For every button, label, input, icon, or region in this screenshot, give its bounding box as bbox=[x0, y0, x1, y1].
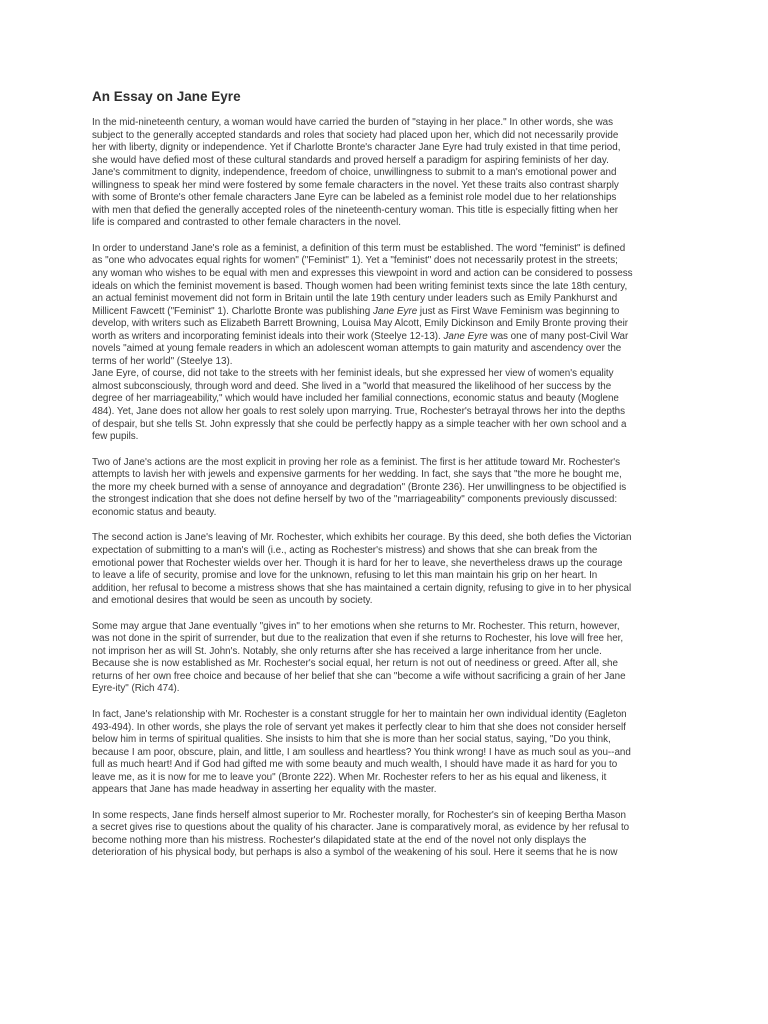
essay-title: An Essay on Jane Eyre bbox=[92, 89, 241, 104]
paragraph-line: addition, her refusal to become a mistress shows that she has maintained a certain dignity, refusing to give in to her physical bbox=[92, 582, 632, 594]
paragraph-line: Millicent Fawcett ("Feminist" 1). Charlotte Bronte was publishing Jane Eyre just as First Wave Feminism was beginning to bbox=[92, 305, 620, 317]
paragraph-line: not imprison her as will St. John's. Notably, she only returns after she has received a large inheritance from her uncle. bbox=[92, 645, 602, 657]
paragraph-line: an actual feminist movement did not form in Britain until the late 19th century under leaders such as Emily Pankhurst and bbox=[92, 293, 618, 305]
paragraph-line: a secret gives rise to questions about the quality of his character. Jane is comparatively moral, as evidence by her refusal to bbox=[92, 822, 630, 834]
paragraph-line: the strongest indication that she does not define herself by two of the "marriageability" components previously discussed: bbox=[92, 494, 618, 506]
essay-paragraph bbox=[92, 457, 676, 520]
paragraph-line: economic status and beauty. bbox=[92, 506, 217, 518]
paragraph-line: attempts to lavish her with jewels and expensive garments for her wedding. In fact, she says that "the more he bought me, bbox=[92, 469, 622, 481]
paragraph-line: become nothing more than his mistress. Rochester's dilapidated state at the end of the novel not only displays the bbox=[92, 834, 587, 846]
essay-paragraph bbox=[92, 368, 676, 443]
paragraph-line: terms of her world" (Steelye 13). bbox=[92, 355, 233, 367]
paragraph-line: was not done in the spirit of surrender, but due to the realization that even if she returns to Rochester, his love will free her, bbox=[92, 633, 624, 645]
paragraph-line: any woman who wishes to be equal with men and expresses this viewpoint in word and action can be considered to possess bbox=[92, 268, 633, 280]
paragraph-line: 493-494). In other words, she plays the role of servant yet makes it perfectly clear to him that she does not consider herself bbox=[92, 721, 626, 733]
paragraph-line: Eyre-ity" (Rich 474). bbox=[92, 683, 180, 695]
paragraph-line: almost subconsciously, through word and deed. She lived in a "world that measured the likelihood of her success by the bbox=[92, 380, 612, 392]
essay-paragraph bbox=[92, 709, 676, 797]
paragraph-line: develop, with writers such as Elizabeth Barrett Browning, Louisa May Alcott, Emily Dickinson and Emily Bronte proving their bbox=[92, 318, 629, 330]
paragraph-line: few pupils. bbox=[92, 431, 139, 443]
paragraph-line: she would have defied most of these cultural standards and proved herself a paradigm for aspiring feminists of her day. bbox=[92, 154, 609, 166]
paragraph-line: worth as writers and incorporating feminist ideals into their work (Steelye 12-13). Jane Eyre was one of many post-Civil War bbox=[92, 330, 629, 342]
paragraph-line: 484). Yet, Jane does not allow her goals to rest solely upon marrying. True, Rochester's betrayal throws her into the depths bbox=[92, 406, 626, 418]
paragraph-line: her with liberty, dignity or independence. Yet if Charlotte Bronte's character Jane Eyre had truly existed in that time period, bbox=[92, 142, 621, 154]
paragraph-line: with some of Bronte's other female characters Jane Eyre can be labeled as a feminist role model due to her relationships bbox=[92, 192, 617, 204]
paragraph-line: In order to understand Jane's role as a feminist, a definition of this term must be established. The word "feminist" is defined bbox=[92, 242, 626, 254]
paragraph-line: Because she is now established as Mr. Rochester's social equal, her return is not out of neediness or greed. After all, she bbox=[92, 658, 618, 670]
paragraph-line: life is compared and contrasted to other female characters in the novel. bbox=[92, 217, 401, 229]
paragraph-line: the more my cheek burned with a sense of annoyance and degradation" (Bronte 236). Her unwillingness to be objectified is bbox=[92, 481, 627, 493]
essay-paragraph bbox=[92, 810, 676, 860]
essay-body bbox=[92, 117, 676, 860]
paragraph-line: below him in terms of spiritual qualities. She insists to him that she is more than her social status, saying, "Do you think, bbox=[92, 734, 611, 746]
paragraph-line: willingness to speak her mind were fostered by some female characters in the novel. Yet these traits also contrast sharply bbox=[92, 179, 619, 191]
essay-paragraph bbox=[92, 117, 676, 230]
paragraph-line: Two of Jane's actions are the most explicit in proving her role as a feminist. The first is her attitude toward Mr. Rochester's bbox=[92, 456, 621, 468]
paragraph-line: returns of her own free choice and because of her belief that she can "become a wife without sacrificing a grain of her Jane bbox=[92, 670, 626, 682]
paragraph-line: appears that Jane has made headway in asserting her equality with the master. bbox=[92, 784, 437, 796]
paragraph-line: as "one who advocates equal rights for women" ("Feminist" 1). Yet a "feminist" does not necessarily protest in the streets; bbox=[92, 255, 618, 267]
paragraph-line: with men that defied the generally accepted roles of the nineteenth-century woman. This title is especially fitting when her bbox=[92, 204, 619, 216]
paragraph-line: deterioration of his physical body, but perhaps is also a symbol of the weakening of his soul. Here it seems that he is now bbox=[92, 847, 618, 859]
paragraph-line: leave me, as it is now for me to leave you" (Bronte 222). When Mr. Rochester refers to her as his equal and likeness, it bbox=[92, 771, 607, 783]
paragraph-line: In the mid-nineteenth century, a woman would have carried the burden of "staying in her place." In other words, she was bbox=[92, 117, 614, 128]
paragraph-line: emotional power that Rochester wields over her. Though it is hard for her to leave, she nevertheless draws up the courage bbox=[92, 557, 623, 569]
paragraph-line: and emotional desires that would be seen as uncouth by society. bbox=[92, 595, 373, 607]
paragraph-line: Jane Eyre, of course, did not take to the streets with her feminist ideals, but she expressed her view of women's equality bbox=[92, 368, 614, 380]
essay-paragraph bbox=[92, 532, 676, 607]
paragraph-line: In some respects, Jane finds herself almost superior to Mr. Rochester morally, for Rochester's sin of keeping Bertha Mason bbox=[92, 809, 626, 821]
paragraph-line: In fact, Jane's relationship with Mr. Rochester is a constant struggle for her to maintain her own individual identity (Eagleton bbox=[92, 708, 627, 720]
paragraph-line: subject to the generally accepted standards and roles that society had placed upon her, which did not necessarily provide bbox=[92, 129, 619, 141]
paragraph-line: to leave a life of security, promise and love for the unknown, refusing to let this man maintain his grip on her heart. In bbox=[92, 570, 598, 582]
paragraph-line: The second action is Jane's leaving of Mr. Rochester, which exhibits her courage. By this deed, she both defies the Victorian bbox=[92, 532, 632, 544]
paragraph-line: Jane's commitment to dignity, independence, freedom of choice, unwillingness to submit to a man's emotional power and bbox=[92, 167, 617, 179]
paragraph-line: of despair, but she tells St. John expressly that she could be perfectly happy as a simple teacher with her own school and a bbox=[92, 418, 627, 430]
paragraph-line: because I am poor, obscure, plain, and little, I am soulless and heartless? You think wrong! I have as much soul as you--and bbox=[92, 746, 631, 758]
paragraph-line: ideals on which the feminist movement is based. Though women had been writing feminist texts since the late 18th century, bbox=[92, 280, 628, 292]
paragraph-line: Some may argue that Jane eventually "gives in" to her emotions when she returns to Mr. Rochester. This return, however, bbox=[92, 620, 620, 632]
paragraph-line: degree of her marriageability," which would have included her familial connections, economic status and beauty (Moglene bbox=[92, 393, 619, 405]
paragraph-line: novels "aimed at young female readers in which an adolescent woman attempts to gain maturity and ascendency over the bbox=[92, 343, 622, 355]
essay-paragraph bbox=[92, 243, 676, 368]
paragraph-line: full as much heart! And if God had gifted me with some beauty and much wealth, I should have made it as hard for you to bbox=[92, 759, 618, 771]
essay-paragraph bbox=[92, 621, 676, 696]
paragraph-line: expectation of submitting to a man's will (i.e., acting as Rochester's mistress) and shows that she can break from the bbox=[92, 544, 598, 556]
